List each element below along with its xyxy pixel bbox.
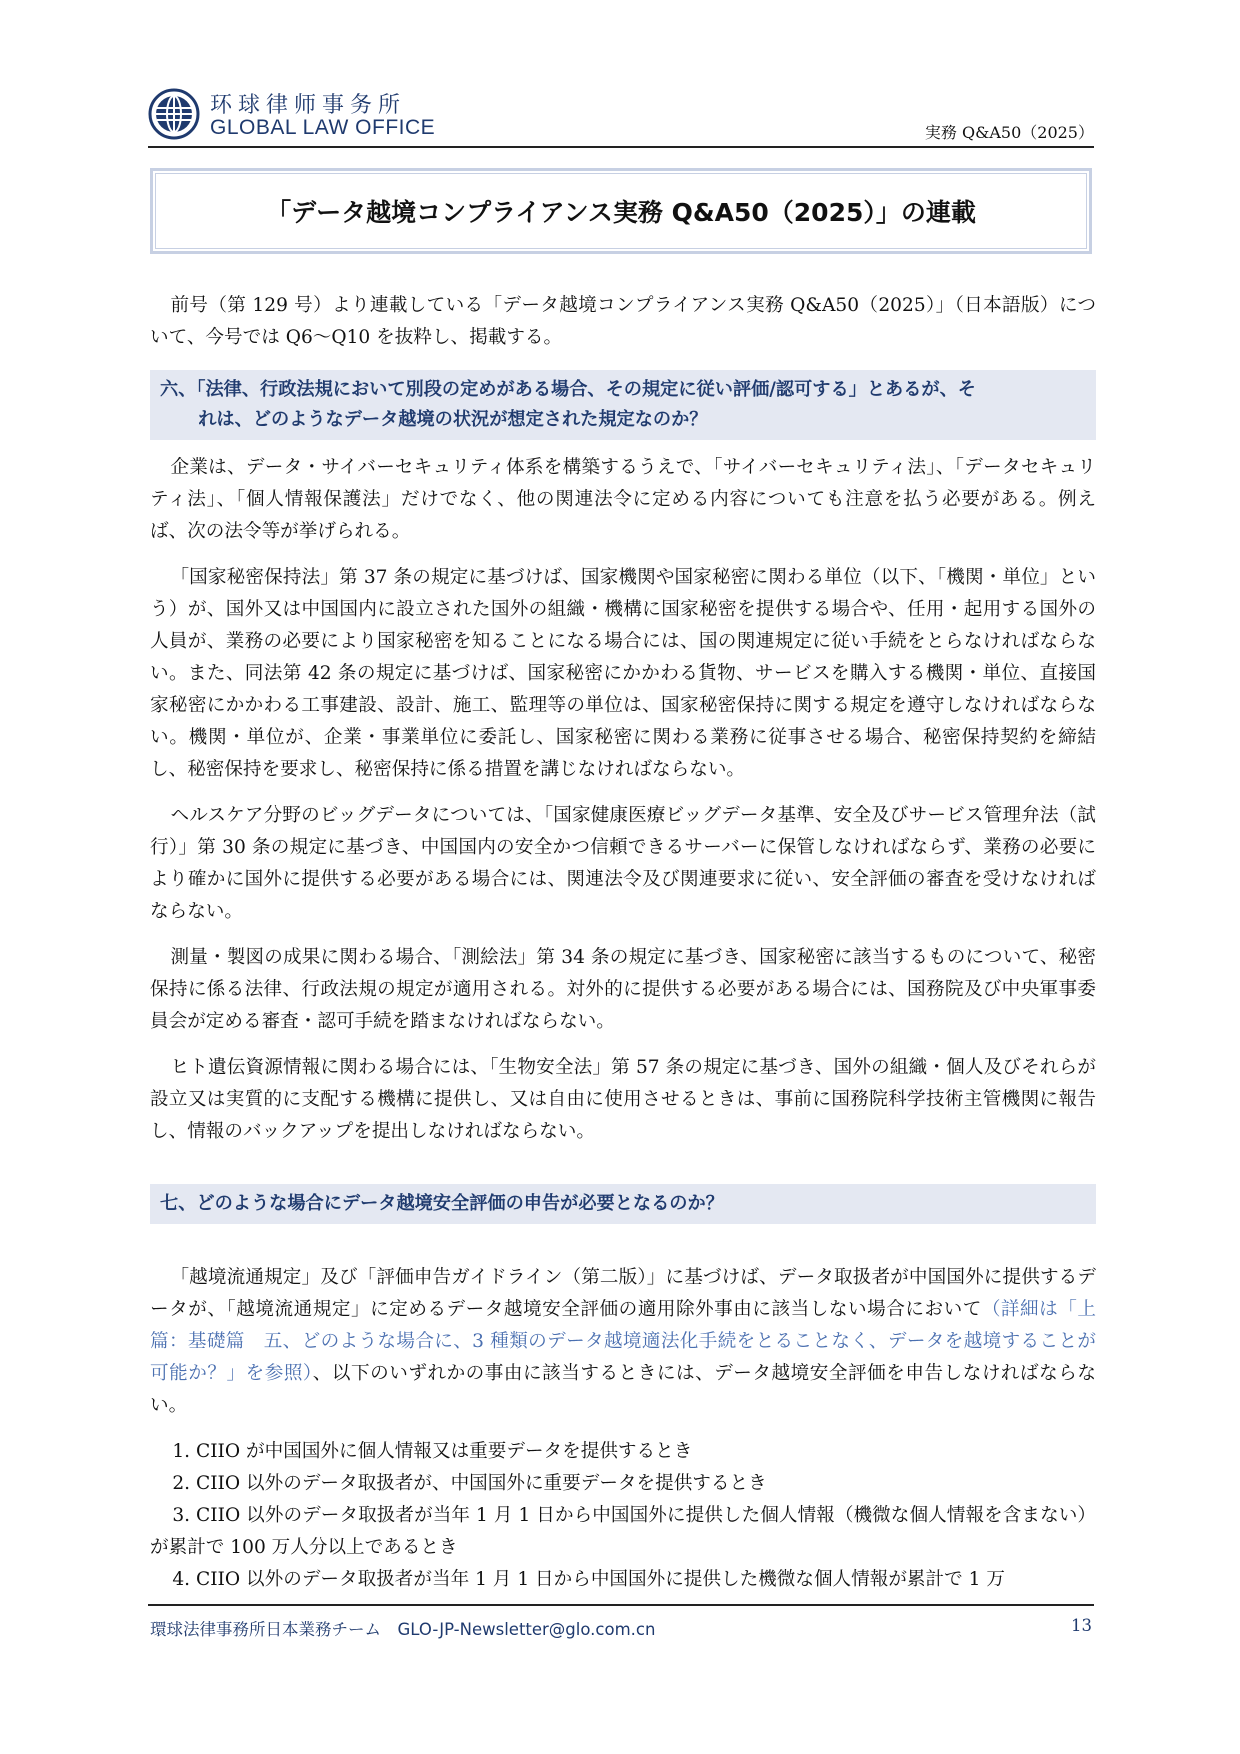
question-7-body xyxy=(150,1262,1096,1596)
header-divider xyxy=(148,146,1094,148)
q6-paragraph: 測量・製図の成果に関わる場合、「測絵法」第 34 条の規定に基づき、国家秘密に該当するものについて、秘密保持に係る法律、行政法規の規定が適用される。対外的に提供する必要がある場合には、国務院及び中央軍事委員会が定める審査・認可手続を踏まなければならない。 xyxy=(150,947,1096,1032)
footer-contact: 環球法律事務所日本業務チーム GLO-JP-Newsletter@glo.com.cn xyxy=(150,1620,656,1639)
list-item: 3. CIIO 以外のデータ取扱者が当年 1 月 1 日から中国国外に提供した個人情報（機微な個人情報を含まない）が累計で 100 万人分以上であるとき xyxy=(150,1505,1096,1558)
list-item: 2. CIIO 以外のデータ取扱者が、中国国外に重要データを提供するとき xyxy=(172,1473,767,1494)
q6-paragraph: 企業は、データ・サイバーセキュリティ体系を構築するうえで、「サイバーセキュリティ法」、「データセキュリティ法」、「個人情報保護法」だけでなく、他の関連法令に定める内容についても注意を払う必要がある。例えば、次の法令等が挙げられる。 xyxy=(150,457,1096,542)
intro-paragraph: 前号（第 129 号）より連載している「データ越境コンプライアンス実務 Q&A50（2025）」（日本語版）について、今号では Q6～Q10 を抜粋し、掲載する。 xyxy=(150,295,1096,348)
question-7-heading xyxy=(150,1184,1096,1224)
list-item: 1. CIIO が中国国外に個人情報又は重要データを提供するとき xyxy=(172,1441,693,1462)
q6-paragraph: ヒト遺伝資源情報に関わる場合には、「生物安全法」第 57 条の規定に基づき、国外の組織・個人及びそれらが設立又は実質的に支配する機構に提供し、又は自由に使用させるときは、事前に国務院科学技術主管機関に報告し、情報のバックアップを提出しなければならない。 xyxy=(150,1057,1096,1142)
question-6-heading xyxy=(150,370,1096,440)
q6-paragraph: 「国家秘密保持法」第 37 条の規定に基づけば、国家機関や国家秘密に関わる単位（以下、「機関・単位」という）が、国外又は中国国内に設立された国外の組織・機構に国家秘密を提供する場合や、任用・起用する国外の人員が、業務の必要により国家秘密を知ることになる場合には、国の関連規定に従い手続をとらなければならない。また、同法第 42 条の規定に基づけば、国家秘密にかかわる貨物、サービスを購入する機関・単位、直接国家秘密にかかわる工事建設、設計、施工、監理等の単位は、国家秘密保持に関する規定を遵守しなければならない。機関・単位が、企業・事業単位に委託し、国家秘密に関わる業務に従事させる場合、秘密保持契約を締結し、秘密保持を要求し、秘密保持に係る措置を講じなければならない。 xyxy=(150,567,1096,780)
page-header xyxy=(148,82,1094,146)
question-6-heading-line2: れは、どのようなデータ越境の状況が想定された規定なのか？ xyxy=(198,409,708,430)
page-number: 13 xyxy=(1071,1616,1092,1635)
question-6-body xyxy=(150,452,1096,1148)
criteria-list xyxy=(150,1436,1096,1596)
title-box xyxy=(150,168,1092,254)
globe-logo-icon xyxy=(148,88,200,140)
question-7-heading-text: 七、どのような場合にデータ越境安全評価の申告が必要となるのか？ xyxy=(160,1193,724,1214)
list-item: 4. CIIO 以外のデータ取扱者が当年 1 月 1 日から中国国外に提供した機微な個人情報が累計で 1 万 xyxy=(172,1569,1005,1590)
brand-name-chinese: 环球律师事务所 xyxy=(210,93,407,118)
running-title: 実務 Q&A50（2025） xyxy=(924,123,1094,142)
q7-paragraph xyxy=(150,1262,1096,1422)
intro-section xyxy=(150,290,1096,354)
q6-paragraph: ヘルスケア分野のビッグデータについては、「国家健康医療ビッグデータ基準、安全及びサービス管理弁法（試行）」第 30 条の規定に基づき、中国国内の安全かつ信頼できるサーバーに保管しなければならず、業務の必要により確かに国外に提供する必要がある場合には、関連法令及び関連要求に従い、安全評価の審査を受けなければならない。 xyxy=(150,805,1096,922)
q7-text-after-reference: 、以下のいずれかの事由に該当するときには、データ越境安全評価を申告しなければならない。 xyxy=(150,1363,1096,1416)
question-6-heading-line1: 六、「法律、行政法規において別段の定めがある場合、その規定に従い評価/認可する」とあるが、そ xyxy=(160,379,976,400)
cross-reference-link[interactable]: （詳細は「上篇：基礎篇 五、どのような場合に、3 種類のデータ越境適法化手続をとることなく、データを越境することが可能か？」を参照） xyxy=(150,1299,1096,1384)
brand-name-english: GLOBAL LAW OFFICE xyxy=(210,116,436,139)
footer-divider xyxy=(148,1604,1094,1606)
page-title: 「データ越境コンプライアンス実務 Q&A50（2025）」の連載 xyxy=(266,198,976,227)
q7-text-before-reference: 「越境流通規定」及び「評価申告ガイドライン（第二版）」に基づけば、データ取扱者が中国国外に提供するデータが、「越境流通規定」に定めるデータ越境安全評価の適用除外事由に該当しない場合において xyxy=(150,1267,1096,1320)
